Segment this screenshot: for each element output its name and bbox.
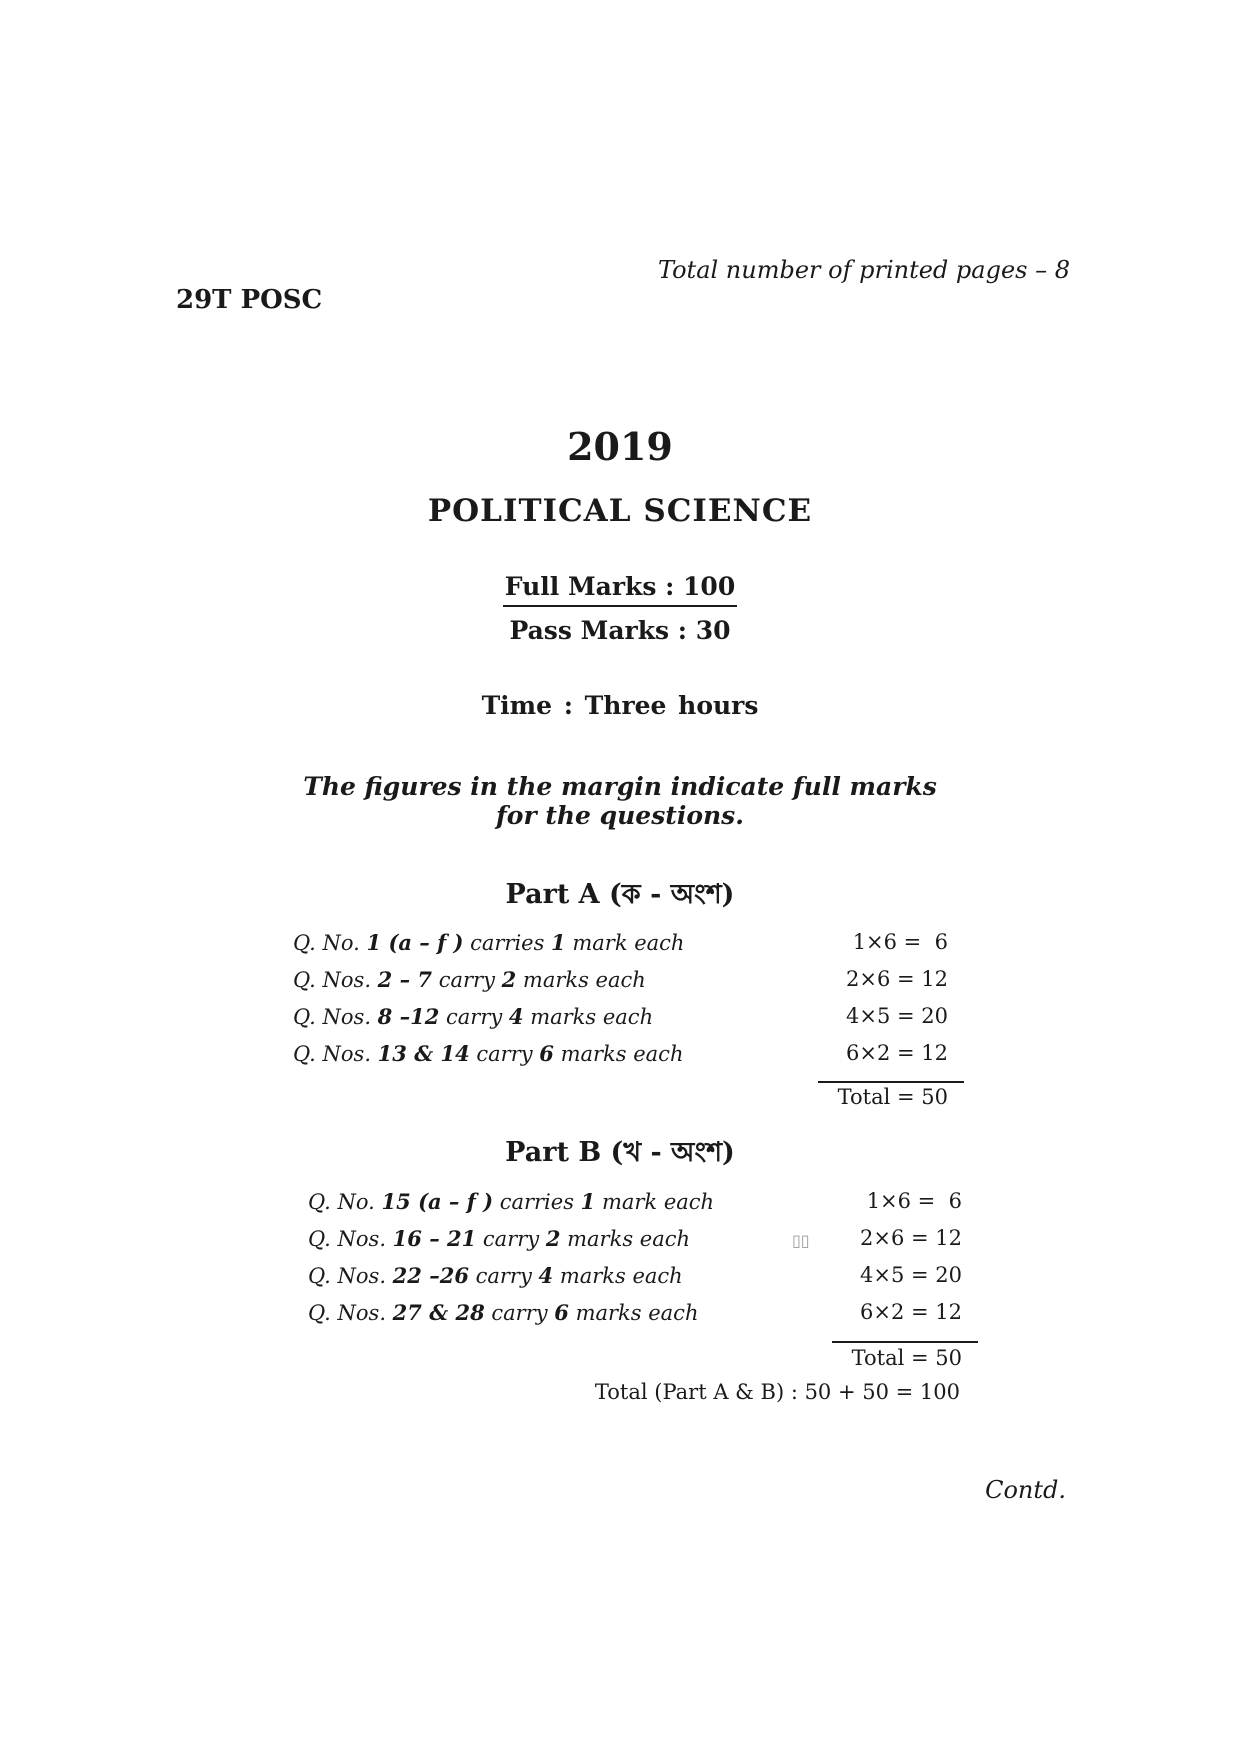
contd-note: Contd. bbox=[985, 1476, 1066, 1504]
part-b-heading: Part B (খ - অংশ) bbox=[505, 1137, 735, 1168]
question-prefix: Q. Nos. bbox=[308, 1227, 393, 1251]
question-numbers: 2 – 7 bbox=[377, 967, 433, 992]
part-a-question-row-3 bbox=[293, 1004, 653, 1029]
question-suffix: marks each bbox=[553, 1042, 684, 1066]
part-a-heading: Part A (ক - অংশ) bbox=[505, 879, 735, 910]
question-prefix: Q. No. bbox=[293, 931, 367, 955]
question-verb: carry bbox=[468, 1264, 539, 1288]
question-numbers: 27 & 28 bbox=[392, 1300, 485, 1325]
instruction-line-1: The figures in the margin indicate full marks bbox=[303, 772, 937, 801]
question-mark-count: 4 bbox=[508, 1004, 524, 1029]
question-verb: carries bbox=[463, 931, 552, 955]
paper-code: 29T POSC bbox=[176, 285, 323, 315]
exam-time: Time : Three hours bbox=[481, 691, 759, 720]
question-prefix: Q. Nos. bbox=[308, 1301, 393, 1325]
question-prefix: Q. Nos. bbox=[293, 968, 378, 992]
part-b-mark-calc-4: 6×2 = 12 bbox=[860, 1300, 962, 1324]
question-suffix: marks each bbox=[568, 1301, 699, 1325]
part-a-mark-calc-1: 1×6 = 6 bbox=[852, 930, 948, 954]
part-a-total: Total = 50 bbox=[837, 1085, 948, 1109]
question-prefix: Q. Nos. bbox=[293, 1042, 378, 1066]
question-verb: carry bbox=[476, 1227, 546, 1251]
question-suffix: mark each bbox=[595, 1190, 715, 1214]
question-prefix: Q. No. bbox=[308, 1190, 382, 1214]
part-b-mark-calc-3: 4×5 = 20 bbox=[860, 1263, 962, 1287]
question-suffix: marks each bbox=[523, 1005, 654, 1029]
question-mark-count: 6 bbox=[539, 1041, 554, 1066]
question-numbers: 15 (a – f ) bbox=[381, 1189, 494, 1214]
instruction-line-2: for the questions. bbox=[496, 801, 744, 830]
question-verb: carries bbox=[493, 1190, 581, 1214]
part-b-total: Total = 50 bbox=[851, 1346, 962, 1370]
part-b-question-row-1 bbox=[308, 1189, 714, 1214]
part-a-question-row-4 bbox=[293, 1041, 683, 1066]
question-mark-count: 2 bbox=[545, 1226, 561, 1251]
part-b-mark-calc-1: 1×6 = 6 bbox=[866, 1189, 962, 1213]
part-b-question-row-4 bbox=[308, 1300, 698, 1325]
part-a-question-row-1 bbox=[293, 930, 684, 955]
question-suffix: marks each bbox=[560, 1227, 691, 1251]
full-marks: Full Marks : 100 bbox=[503, 572, 737, 607]
question-mark-count: 6 bbox=[554, 1300, 569, 1325]
pass-marks: Pass Marks : 30 bbox=[509, 616, 731, 645]
question-mark-count: 1 bbox=[580, 1189, 596, 1214]
question-numbers: 1 (a – f ) bbox=[366, 930, 464, 955]
part-a-mark-calc-4: 6×2 = 12 bbox=[846, 1041, 948, 1065]
question-verb: carry bbox=[432, 968, 502, 992]
question-verb: carry bbox=[469, 1042, 540, 1066]
part-a-question-row-2 bbox=[293, 967, 646, 992]
question-numbers: 8 –12 bbox=[377, 1004, 440, 1029]
question-mark-count: 1 bbox=[551, 930, 566, 955]
question-suffix: marks each bbox=[516, 968, 646, 992]
question-numbers: 16 – 21 bbox=[392, 1226, 477, 1251]
part-a-mark-calc-3: 4×5 = 20 bbox=[846, 1004, 948, 1028]
question-verb: carry bbox=[484, 1301, 555, 1325]
question-verb: carry bbox=[439, 1005, 509, 1029]
question-prefix: Q. Nos. bbox=[293, 1005, 378, 1029]
subject-title: POLITICAL SCIENCE bbox=[427, 493, 813, 529]
question-suffix: mark each bbox=[565, 931, 685, 955]
question-mark-count: 4 bbox=[538, 1263, 554, 1288]
printed-pages-note: Total number of printed pages – 8 bbox=[657, 256, 1070, 284]
question-numbers: 22 –26 bbox=[392, 1263, 469, 1288]
question-numbers: 13 & 14 bbox=[377, 1041, 470, 1066]
instruction bbox=[0, 772, 1240, 830]
part-b-total-rule bbox=[832, 1341, 978, 1343]
exam-year: 2019 bbox=[567, 424, 673, 469]
part-b-question-row-3 bbox=[308, 1263, 683, 1288]
part-a-total-rule bbox=[818, 1081, 964, 1083]
question-suffix: marks each bbox=[553, 1264, 683, 1288]
question-prefix: Q. Nos. bbox=[308, 1264, 393, 1288]
question-mark-count: 2 bbox=[501, 967, 517, 992]
part-a-mark-calc-2: 2×6 = 12 bbox=[846, 967, 948, 991]
stray-glyph: ▯▯ bbox=[792, 1231, 810, 1250]
part-b-question-row-2 bbox=[308, 1226, 690, 1251]
grand-total: Total (Part A & B) : 50 + 50 = 100 bbox=[594, 1380, 960, 1404]
part-b-mark-calc-2: 2×6 = 12 bbox=[860, 1226, 962, 1250]
full-marks-container bbox=[0, 572, 1240, 607]
